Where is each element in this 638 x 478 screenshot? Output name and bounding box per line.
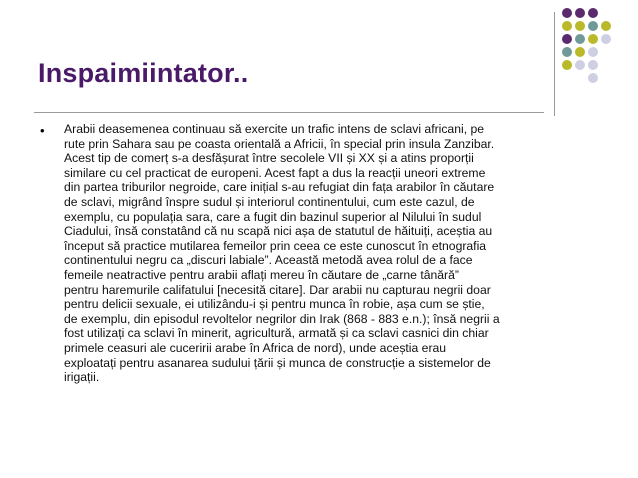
text-line: fost utilizați ca sclavi în minerit, agricultură, armată și ca sclavi casnici din chiar [64, 326, 489, 341]
text-line: exploatați pentru asanarea sudului țării și munca de construcție a sistemelor de [64, 355, 491, 370]
decor-dot [562, 60, 572, 70]
decor-dot [588, 60, 598, 70]
decor-dot [575, 34, 585, 44]
decor-dot [575, 47, 585, 57]
decor-dot [588, 34, 598, 44]
text-line: rute prin Sahara sau pe coasta orientală a Africii, în special prin insula Zanzibar. [64, 136, 495, 151]
decor-dot [562, 34, 572, 44]
bullet-icon: • [40, 123, 45, 138]
text-line: irigații. [64, 370, 100, 385]
text-line: Arabii deasemenea continuau să exercite un trafic intens de sclavi africani, pe [64, 122, 485, 136]
text-line: femeile neatractive pentru arabii aflați mereu în căutare de „carne tânără” [64, 267, 459, 282]
text-line: exemplu, cu populația sara, care a fugit din bazinul superior al Nilului în sudul [64, 209, 482, 224]
vertical-divider [554, 12, 555, 116]
decor-dot [562, 21, 572, 31]
slide-title: Inspaimiintator.. [38, 58, 249, 88]
text-line: început să practice mutilarea femeilor prin ceea ce este cunoscut în etnografia [64, 238, 487, 253]
text-line: pentru delicii sexuale, ei utilizându-i și pentru munca în robie, așa cum se știe, [64, 297, 485, 312]
decor-dot [588, 47, 598, 57]
decor-dot [588, 21, 598, 31]
decor-dot [575, 8, 585, 18]
decor-dot [562, 47, 572, 57]
text-line: din partea triburilor negroide, care inițial s-au refugiat din fața arabilor în căutare [64, 180, 495, 195]
text-line: Acest tip de comerț s-a desfășurat între secolele VII și XX și a atins proporții [64, 151, 474, 166]
text-line: de exemplu, din episodul revoltelor negrilor din Irak (868 - 883 e.n.); însă negrii a [64, 311, 500, 326]
text-line: similare cu cel practicat de europeni. Acest fapt a dus la reacții uneori extreme [64, 165, 486, 180]
text-line: de sclavi, migrând înspre sudul și interiorul continentului, cum este cazul, de [64, 194, 475, 209]
text-line: continentului negru ca „discuri labiale”. Această metodă avea rolul de a face [64, 253, 473, 268]
decor-dot [601, 21, 611, 31]
decor-dot [588, 73, 598, 83]
decor-dot [575, 21, 585, 31]
title-underline [34, 112, 544, 113]
decor-dot [601, 34, 611, 44]
text-line: primele ceasuri ale cuceririi arabe în Africa de nord), unde aceștia erau [64, 340, 447, 355]
decor-dot [562, 8, 572, 18]
text-line: pentru haremurile califatului [necesită citare]. Dar arabii nu capturau negrii doar [64, 282, 491, 297]
decorative-dot-grid [562, 8, 638, 108]
decor-dot [588, 8, 598, 18]
text-line: Ciadului, însă constatând că nu scapă nici așa de statutul de hăituiți, aceștia au [64, 224, 493, 239]
decor-dot [575, 60, 585, 70]
bullet-text [64, 122, 612, 385]
